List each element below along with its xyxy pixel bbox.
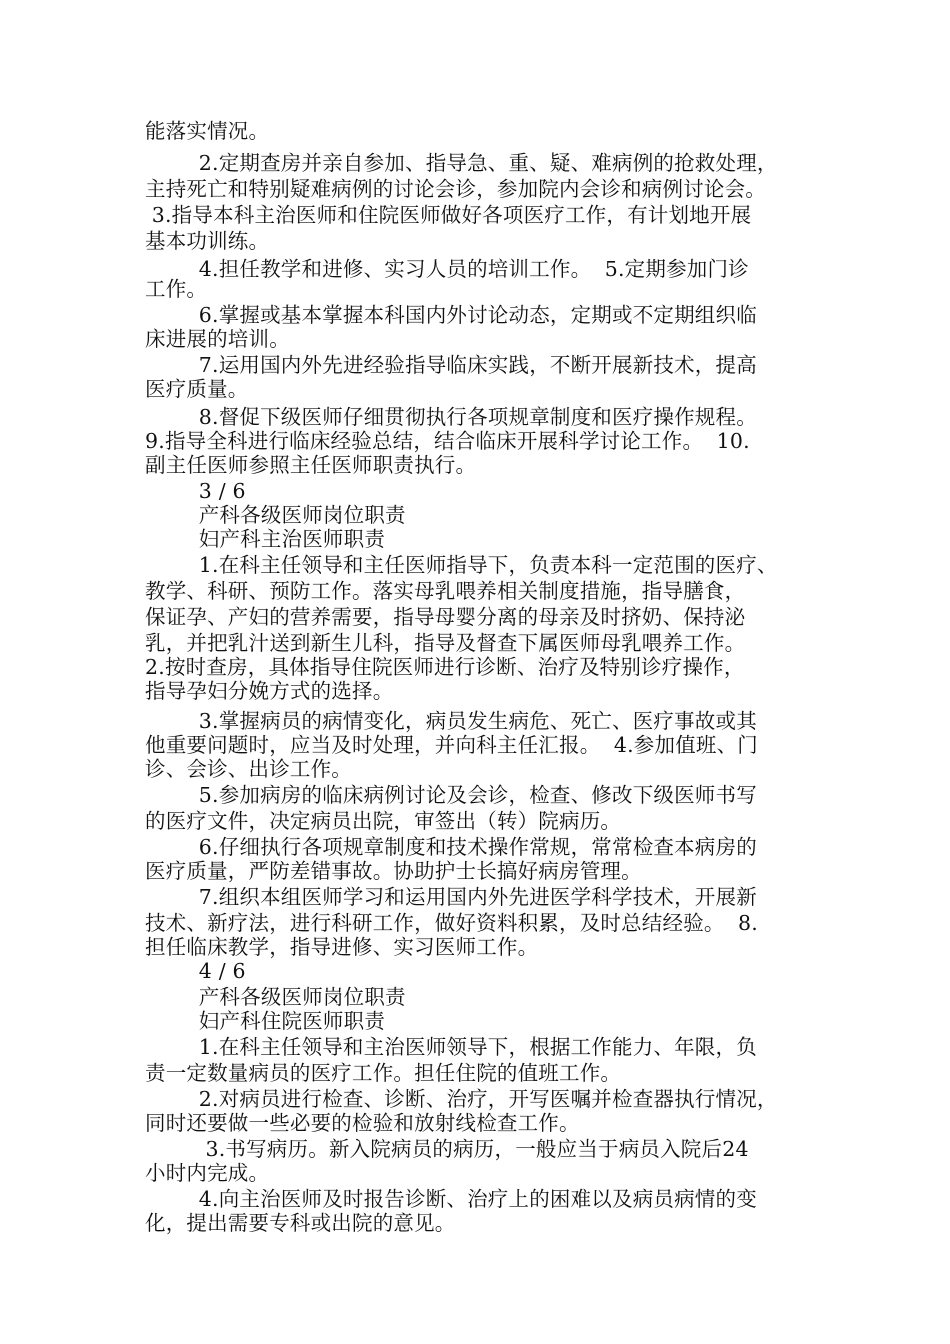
text-line: 8.督促下级医师仔细贯彻执行各项规章制度和医疗操作规程。 [145, 405, 757, 429]
text-line: 责一定数量病员的医疗工作。担任住院的值班工作。 [145, 1061, 622, 1085]
text-line: 4.担任教学和进修、实习人员的培训工作。 5.定期参加门诊 [145, 257, 749, 281]
text-line: 5.参加病房的临床病例讨论及会诊，检查、修改下级医师书写 [145, 783, 757, 807]
text-line: 1.在科主任领导和主治医师领导下，根据工作能力、年限，负 [145, 1035, 757, 1059]
text-line: 指导孕妇分娩方式的选择。 [145, 679, 394, 703]
text-line: 化，提出需要专科或出院的意见。 [145, 1211, 456, 1235]
text-line: 3.指导本科主治医师和住院医师做好各项医疗工作，有计划地开展 [145, 203, 752, 227]
text-line: 2.按时查房，具体指导住院医师进行诊断、治疗及特别诊疗操作， [145, 655, 745, 679]
text-line: 诊、会诊、出诊工作。 [145, 757, 352, 781]
text-line: 7.运用国内外先进经验指导临床实践，不断开展新技术，提高 [145, 353, 757, 377]
section-subtitle: 妇产科主治医师职责 [145, 527, 386, 551]
text-line: 4.向主治医师及时报告诊断、治疗上的困难以及病员病情的变 [145, 1187, 757, 1211]
text-line: 2.对病员进行检查、诊断、治疗，开写医嘱并检查器执行情况， [145, 1087, 778, 1111]
text-line: 2.定期查房并亲自参加、指导急、重、疑、难病例的抢救处理， [145, 151, 778, 175]
text-line: 保证孕、产妇的营养需要，指导母婴分离的母亲及时挤奶、保持泌 [145, 605, 746, 629]
text-line: 3.掌握病员的病情变化，病员发生病危、死亡、医疗事故或其 [145, 709, 757, 733]
text-line: 能落实情况。 [145, 119, 270, 143]
text-line: 教学、科研、预防工作。落实母乳喂养相关制度措施，指导膳食， [145, 579, 746, 603]
text-line: 的医疗文件，决定病员出院，审签出（转）院病历。 [145, 809, 622, 833]
text-line: 他重要问题时，应当及时处理，并向科主任汇报。 4.参加值班、门 [145, 733, 758, 757]
text-line: 1.在科主任领导和主任医师指导下，负责本科一定范围的医疗、 [145, 553, 778, 577]
page-number: 4 / 6 [145, 959, 246, 983]
text-line: 乳，并把乳汁送到新生儿科，指导及督查下属医师母乳喂养工作。 [145, 631, 746, 655]
text-line: 副主任医师参照主任医师职责执行。 [145, 453, 477, 477]
text-line: 担任临床教学，指导进修、实习医师工作。 [145, 935, 539, 959]
section-subtitle: 妇产科住院医师职责 [145, 1009, 386, 1033]
text-line: 主持死亡和特别疑难病例的讨论会诊，参加院内会诊和病例讨论会。 [145, 177, 766, 201]
text-line: 同时还要做一些必要的检验和放射线检查工作。 [145, 1111, 580, 1135]
text-line: 床进展的培训。 [145, 327, 290, 351]
text-line: 9.指导全科进行临床经验总结，结合临床开展科学讨论工作。 10. [145, 429, 750, 453]
page-number: 3 / 6 [145, 479, 246, 503]
section-title: 产科各级医师岗位职责 [145, 503, 406, 527]
text-line: 3.书写病历。新入院病员的病历，一般应当于病员入院后24 [145, 1137, 749, 1161]
text-line: 医疗质量。 [145, 377, 249, 401]
text-line: 7.组织本组医师学习和运用国内外先进医学科学技术，开展新 [145, 885, 757, 909]
section-title: 产科各级医师岗位职责 [145, 985, 406, 1009]
text-line: 6.仔细执行各项规章制度和技术操作常规，常常检查本病房的 [145, 835, 757, 859]
text-line: 基本功训练。 [145, 229, 270, 253]
text-line: 6.掌握或基本掌握本科国内外讨论动态，定期或不定期组织临 [145, 303, 757, 327]
text-line: 小时内完成。 [145, 1161, 270, 1185]
text-line: 技术、新疗法，进行科研工作，做好资料积累，及时总结经验。 8. [145, 911, 758, 935]
text-line: 医疗质量，严防差错事故。协助护士长搞好病房管理。 [145, 859, 642, 883]
text-line: 工作。 [145, 277, 208, 301]
